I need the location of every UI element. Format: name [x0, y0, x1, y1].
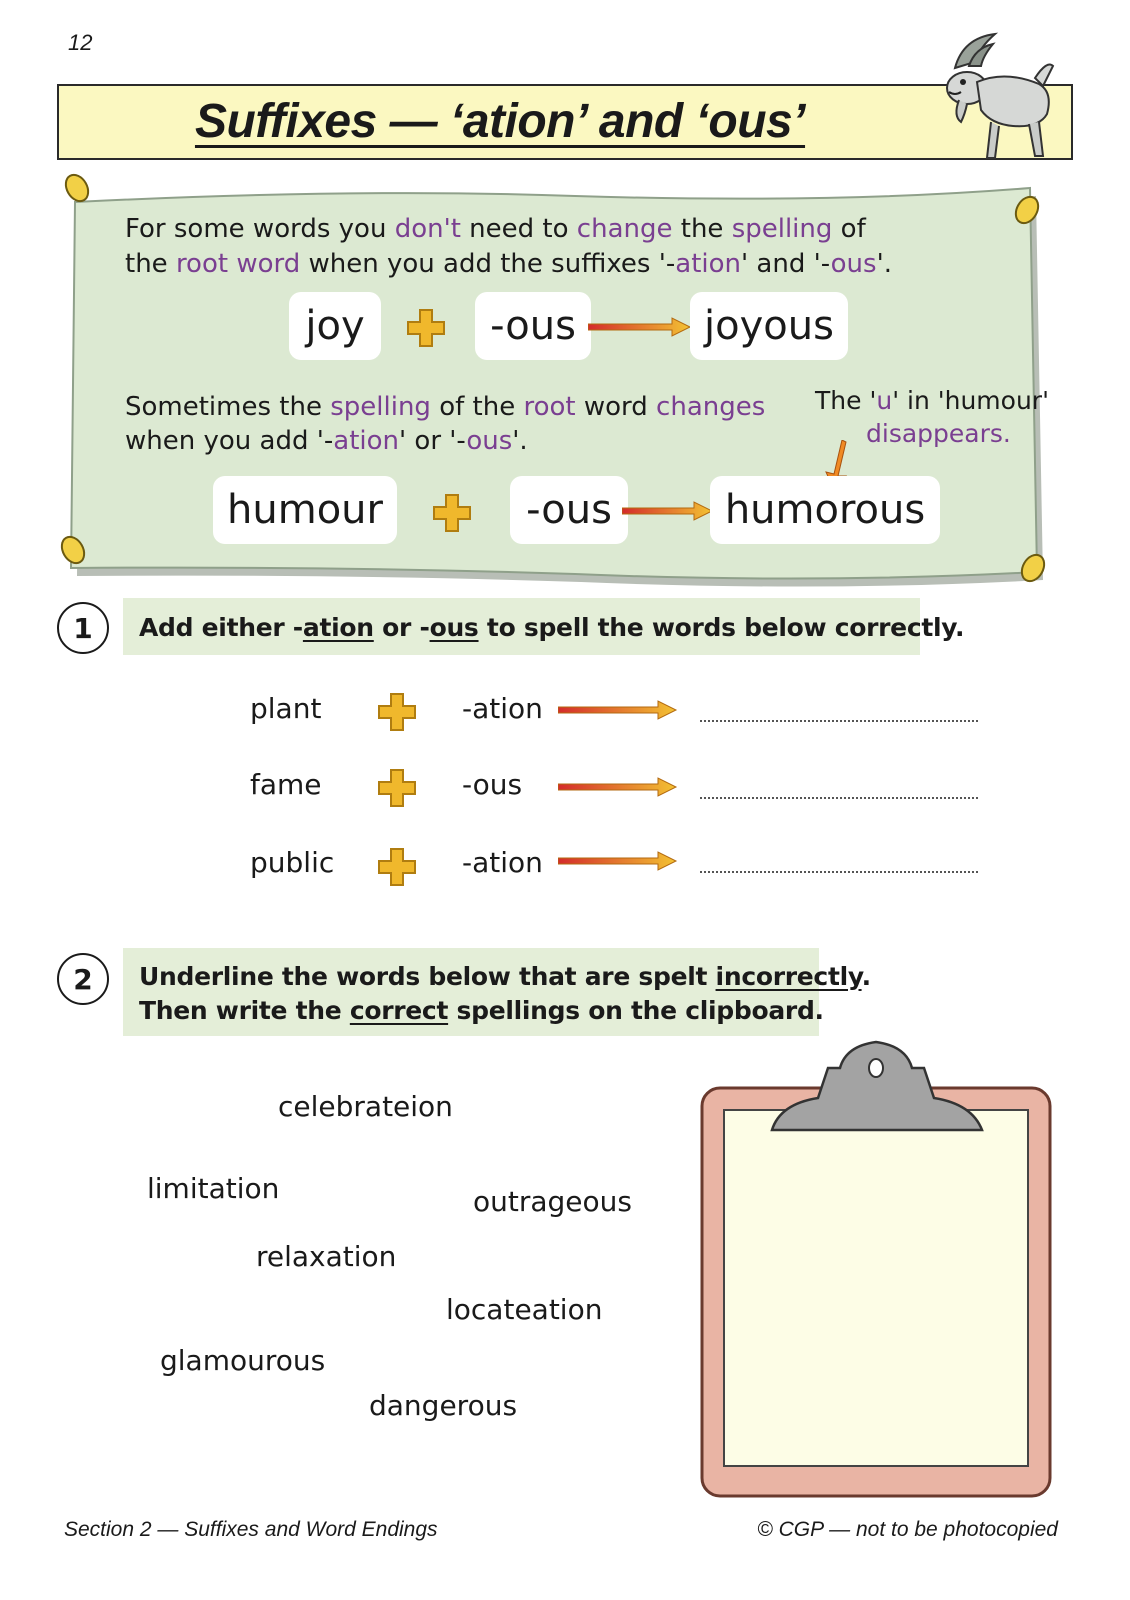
- question-number-2: 2: [57, 953, 109, 1005]
- plus-icon: [432, 493, 472, 533]
- answer-line[interactable]: [700, 871, 978, 873]
- example1-suffix-box: -ous: [475, 292, 591, 360]
- q1-root-word: fame: [250, 768, 322, 801]
- info-line-4: when you add '-ation' or '-ous'.: [125, 426, 528, 456]
- word-item[interactable]: relaxation: [256, 1240, 397, 1273]
- word-item[interactable]: celebrateion: [278, 1090, 453, 1123]
- goat-illustration: [935, 30, 1065, 170]
- word-item[interactable]: limitation: [147, 1172, 280, 1205]
- q1-root-word: public: [250, 846, 335, 879]
- info-line-2: the root word when you add the suffixes '-ation' and '-ous'.: [125, 249, 892, 279]
- example2-root-box: humour: [213, 476, 397, 544]
- example2-result-box: humorous: [710, 476, 940, 544]
- word-item[interactable]: outrageous: [473, 1185, 632, 1218]
- plus-icon: [377, 847, 417, 887]
- arrow-right-icon: [558, 699, 678, 721]
- title-banner: [57, 84, 1073, 160]
- question-2-line-1: Underline the words below that are spelt incorrectly.: [139, 962, 871, 991]
- question-number-1: 1: [57, 602, 109, 654]
- plus-icon: [406, 308, 446, 348]
- note-line-1: The 'u' in 'humour': [815, 386, 1049, 415]
- question-2-line-2: Then write the correct spellings on the clipboard.: [139, 996, 824, 1025]
- q1-root-word: plant: [250, 692, 322, 725]
- answer-line[interactable]: [700, 797, 978, 799]
- plus-icon: [377, 692, 417, 732]
- arrow-right-icon: [558, 776, 678, 798]
- plus-icon: [377, 768, 417, 808]
- clipboard[interactable]: [700, 1038, 1056, 1503]
- question-1-instruction: Add either -ation or -ous to spell the words below correctly.: [139, 613, 965, 642]
- clip-icon: [772, 1042, 982, 1130]
- example1-root-box: joy: [289, 292, 381, 360]
- note-line-2: disappears.: [866, 419, 1011, 448]
- q1-suffix: -ation: [462, 692, 543, 725]
- word-item[interactable]: dangerous: [369, 1389, 518, 1422]
- example1-result-box: joyous: [690, 292, 848, 360]
- word-item[interactable]: locateation: [446, 1293, 603, 1326]
- arrow-right-icon: [622, 500, 714, 522]
- answer-line[interactable]: [700, 720, 978, 722]
- arrow-right-icon: [558, 850, 678, 872]
- footer-copyright: © CGP — not to be photocopied: [757, 1518, 1058, 1541]
- q1-suffix: -ation: [462, 846, 543, 879]
- info-line-3: Sometimes the spelling of the root word changes: [125, 392, 766, 422]
- example2-suffix-box: -ous: [510, 476, 628, 544]
- arrow-right-icon: [588, 316, 692, 338]
- info-line-1: For some words you don't need to change the spelling of: [125, 214, 866, 244]
- page-number: 12: [68, 30, 93, 55]
- q1-suffix: -ous: [462, 768, 523, 801]
- page-title: Suffixes — ‘ation’ and ‘ous’: [194, 95, 806, 148]
- word-item[interactable]: glamourous: [160, 1344, 326, 1377]
- footer-section: Section 2 — Suffixes and Word Endings: [64, 1518, 438, 1541]
